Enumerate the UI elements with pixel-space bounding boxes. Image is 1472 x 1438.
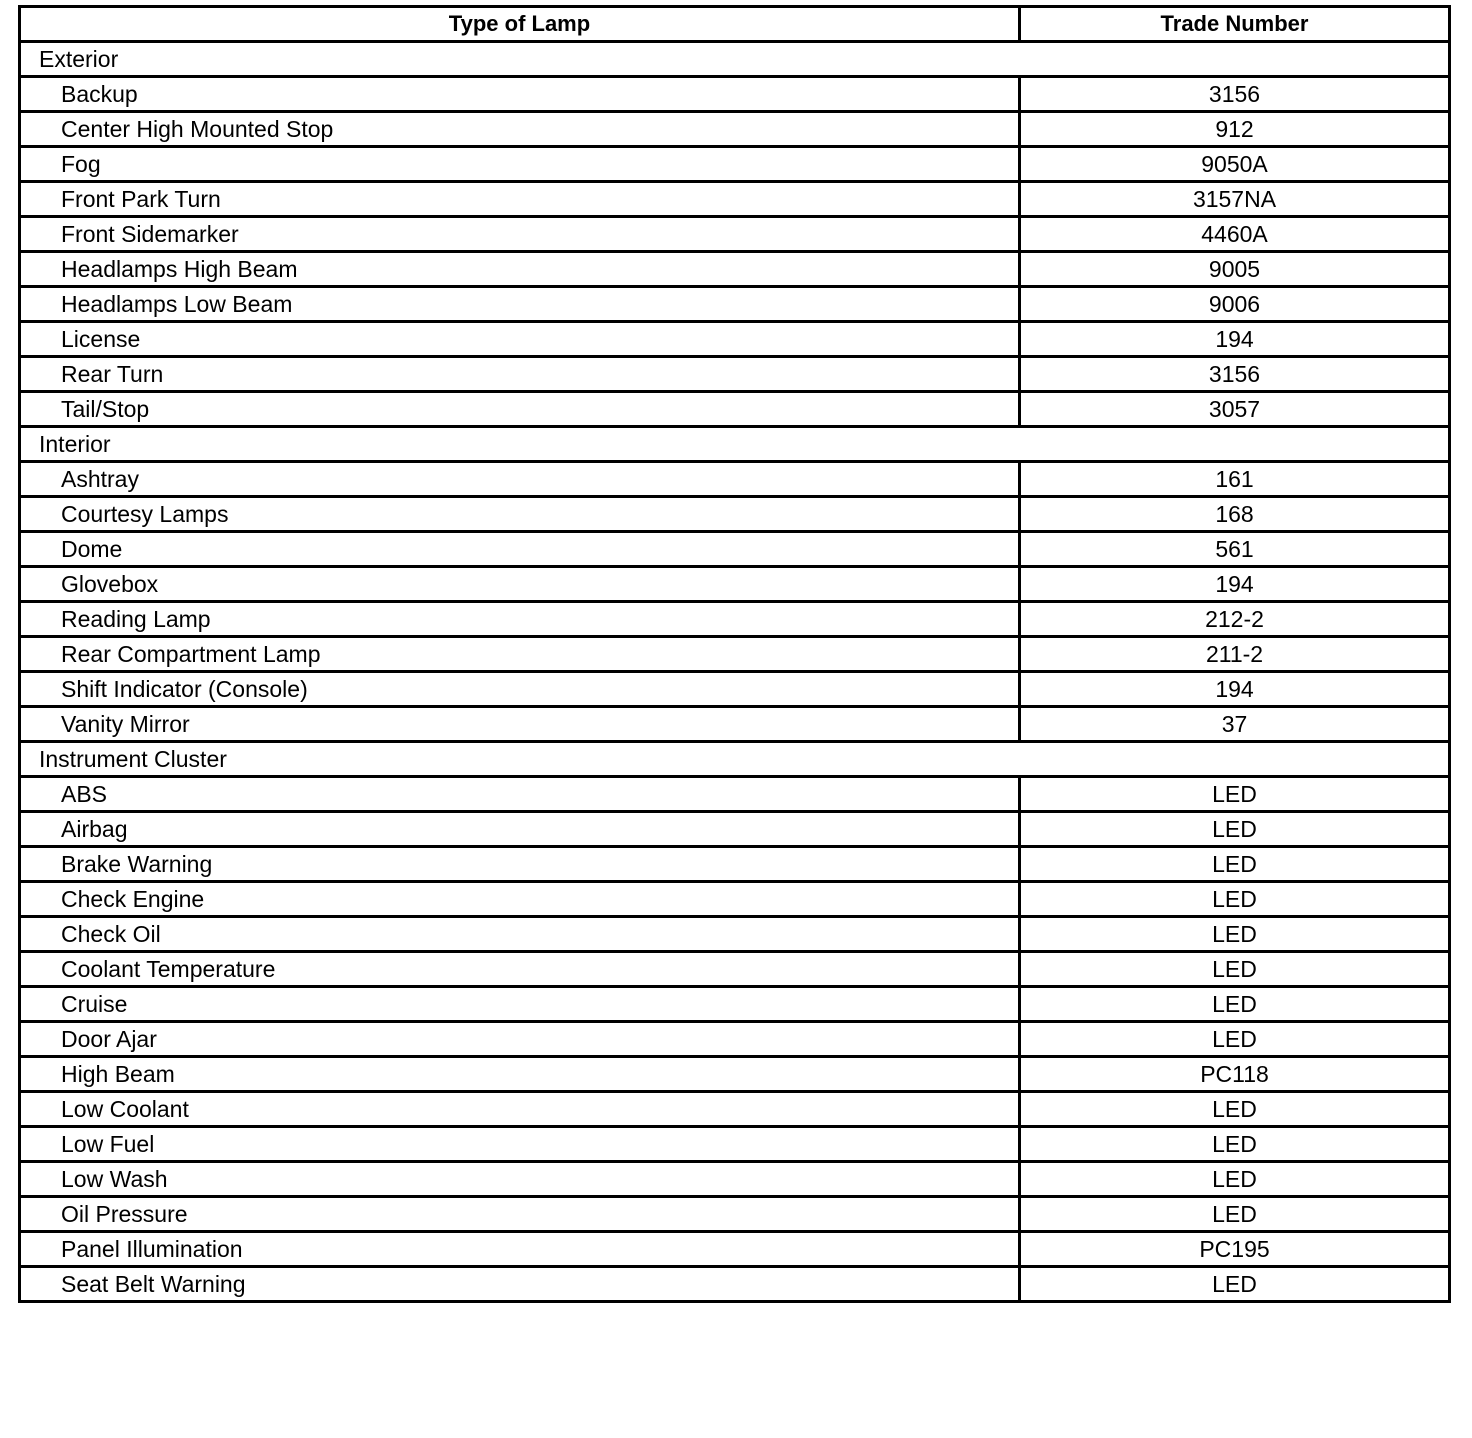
trade-number-cell: 3156 — [1020, 77, 1450, 112]
trade-number-cell: LED — [1020, 1162, 1450, 1197]
table-row — [20, 952, 1450, 987]
lamp-type-cell: Dome — [20, 532, 1020, 567]
lamp-type-cell: Check Engine — [20, 882, 1020, 917]
lamp-type-cell: Rear Turn — [20, 357, 1020, 392]
lamp-type-cell: Reading Lamp — [20, 602, 1020, 637]
trade-number-cell: 9050A — [1020, 147, 1450, 182]
trade-number-cell: LED — [1020, 1092, 1450, 1127]
lamp-trade-number-table — [18, 5, 1451, 1303]
trade-number-cell: 212-2 — [1020, 602, 1450, 637]
section-heading: Exterior — [20, 42, 1450, 77]
table-row — [20, 672, 1450, 707]
trade-number-cell: 561 — [1020, 532, 1450, 567]
trade-number-cell: LED — [1020, 917, 1450, 952]
table-row — [20, 322, 1450, 357]
table-row — [20, 882, 1450, 917]
lamp-type-cell: Panel Illumination — [20, 1232, 1020, 1267]
lamp-type-cell: Headlamps Low Beam — [20, 287, 1020, 322]
table-row — [20, 847, 1450, 882]
table-row — [20, 1127, 1450, 1162]
trade-number-cell: 9005 — [1020, 252, 1450, 287]
lamp-type-cell: Center High Mounted Stop — [20, 112, 1020, 147]
section-row-instrument-cluster — [20, 742, 1450, 777]
lamp-type-cell: Fog — [20, 147, 1020, 182]
table-row — [20, 812, 1450, 847]
trade-number-cell: LED — [1020, 847, 1450, 882]
section-row-interior — [20, 427, 1450, 462]
trade-number-cell: LED — [1020, 882, 1450, 917]
header-row — [20, 7, 1450, 42]
trade-number-cell: 3057 — [1020, 392, 1450, 427]
lamp-type-cell: License — [20, 322, 1020, 357]
table-row — [20, 287, 1450, 322]
trade-number-cell: LED — [1020, 987, 1450, 1022]
lamp-type-cell: Front Park Turn — [20, 182, 1020, 217]
table-row — [20, 602, 1450, 637]
table-row — [20, 567, 1450, 602]
trade-number-cell: LED — [1020, 777, 1450, 812]
lamp-type-cell: Backup — [20, 77, 1020, 112]
table-row — [20, 637, 1450, 672]
trade-number-cell: PC118 — [1020, 1057, 1450, 1092]
header-type-of-lamp: Type of Lamp — [20, 7, 1020, 42]
lamp-type-cell: Cruise — [20, 987, 1020, 1022]
trade-number-cell: 4460A — [1020, 217, 1450, 252]
lamp-type-cell: Coolant Temperature — [20, 952, 1020, 987]
lamp-type-cell: Low Coolant — [20, 1092, 1020, 1127]
trade-number-cell: 912 — [1020, 112, 1450, 147]
trade-number-cell: 37 — [1020, 707, 1450, 742]
lamp-type-cell: Seat Belt Warning — [20, 1267, 1020, 1302]
table-row — [20, 182, 1450, 217]
table-row — [20, 532, 1450, 567]
table-row — [20, 392, 1450, 427]
section-heading: Interior — [20, 427, 1450, 462]
table-row — [20, 1162, 1450, 1197]
table-row — [20, 147, 1450, 182]
trade-number-cell: LED — [1020, 812, 1450, 847]
table-row — [20, 1232, 1450, 1267]
table-row — [20, 1092, 1450, 1127]
lamp-type-cell: ABS — [20, 777, 1020, 812]
trade-number-cell: LED — [1020, 1127, 1450, 1162]
lamp-type-cell: Brake Warning — [20, 847, 1020, 882]
table-row — [20, 462, 1450, 497]
lamp-type-cell: Oil Pressure — [20, 1197, 1020, 1232]
table-row — [20, 77, 1450, 112]
lamp-type-cell: Front Sidemarker — [20, 217, 1020, 252]
lamp-type-cell: Vanity Mirror — [20, 707, 1020, 742]
trade-number-cell: 3157NA — [1020, 182, 1450, 217]
lamp-type-cell: Courtesy Lamps — [20, 497, 1020, 532]
table-body — [20, 42, 1450, 1302]
table-row — [20, 987, 1450, 1022]
lamp-type-cell: Headlamps High Beam — [20, 252, 1020, 287]
trade-number-cell: 211-2 — [1020, 637, 1450, 672]
lamp-type-cell: Ashtray — [20, 462, 1020, 497]
trade-number-cell: LED — [1020, 1267, 1450, 1302]
section-heading: Instrument Cluster — [20, 742, 1450, 777]
trade-number-cell: 194 — [1020, 567, 1450, 602]
table-row — [20, 1057, 1450, 1092]
lamp-type-cell: Low Wash — [20, 1162, 1020, 1197]
trade-number-cell: 161 — [1020, 462, 1450, 497]
lamp-type-cell: Door Ajar — [20, 1022, 1020, 1057]
lamp-type-cell: Low Fuel — [20, 1127, 1020, 1162]
lamp-type-cell: Airbag — [20, 812, 1020, 847]
header-trade-number: Trade Number — [1020, 7, 1450, 42]
lamp-type-cell: High Beam — [20, 1057, 1020, 1092]
lamp-type-cell: Tail/Stop — [20, 392, 1020, 427]
trade-number-cell: 3156 — [1020, 357, 1450, 392]
trade-number-cell: 168 — [1020, 497, 1450, 532]
table-row — [20, 497, 1450, 532]
lamp-type-cell: Check Oil — [20, 917, 1020, 952]
table-row — [20, 357, 1450, 392]
table-row — [20, 707, 1450, 742]
lamp-type-cell: Glovebox — [20, 567, 1020, 602]
trade-number-cell: 194 — [1020, 672, 1450, 707]
trade-number-cell: LED — [1020, 952, 1450, 987]
section-row-exterior — [20, 42, 1450, 77]
table-row — [20, 217, 1450, 252]
lamp-type-cell: Rear Compartment Lamp — [20, 637, 1020, 672]
table-row — [20, 1197, 1450, 1232]
trade-number-cell: PC195 — [1020, 1232, 1450, 1267]
trade-number-cell: 194 — [1020, 322, 1450, 357]
table-row — [20, 252, 1450, 287]
lamp-type-cell: Shift Indicator (Console) — [20, 672, 1020, 707]
trade-number-cell: 9006 — [1020, 287, 1450, 322]
table-row — [20, 1267, 1450, 1302]
trade-number-cell: LED — [1020, 1022, 1450, 1057]
table-row — [20, 1022, 1450, 1057]
table-row — [20, 777, 1450, 812]
trade-number-cell: LED — [1020, 1197, 1450, 1232]
table-row — [20, 112, 1450, 147]
table-row — [20, 917, 1450, 952]
